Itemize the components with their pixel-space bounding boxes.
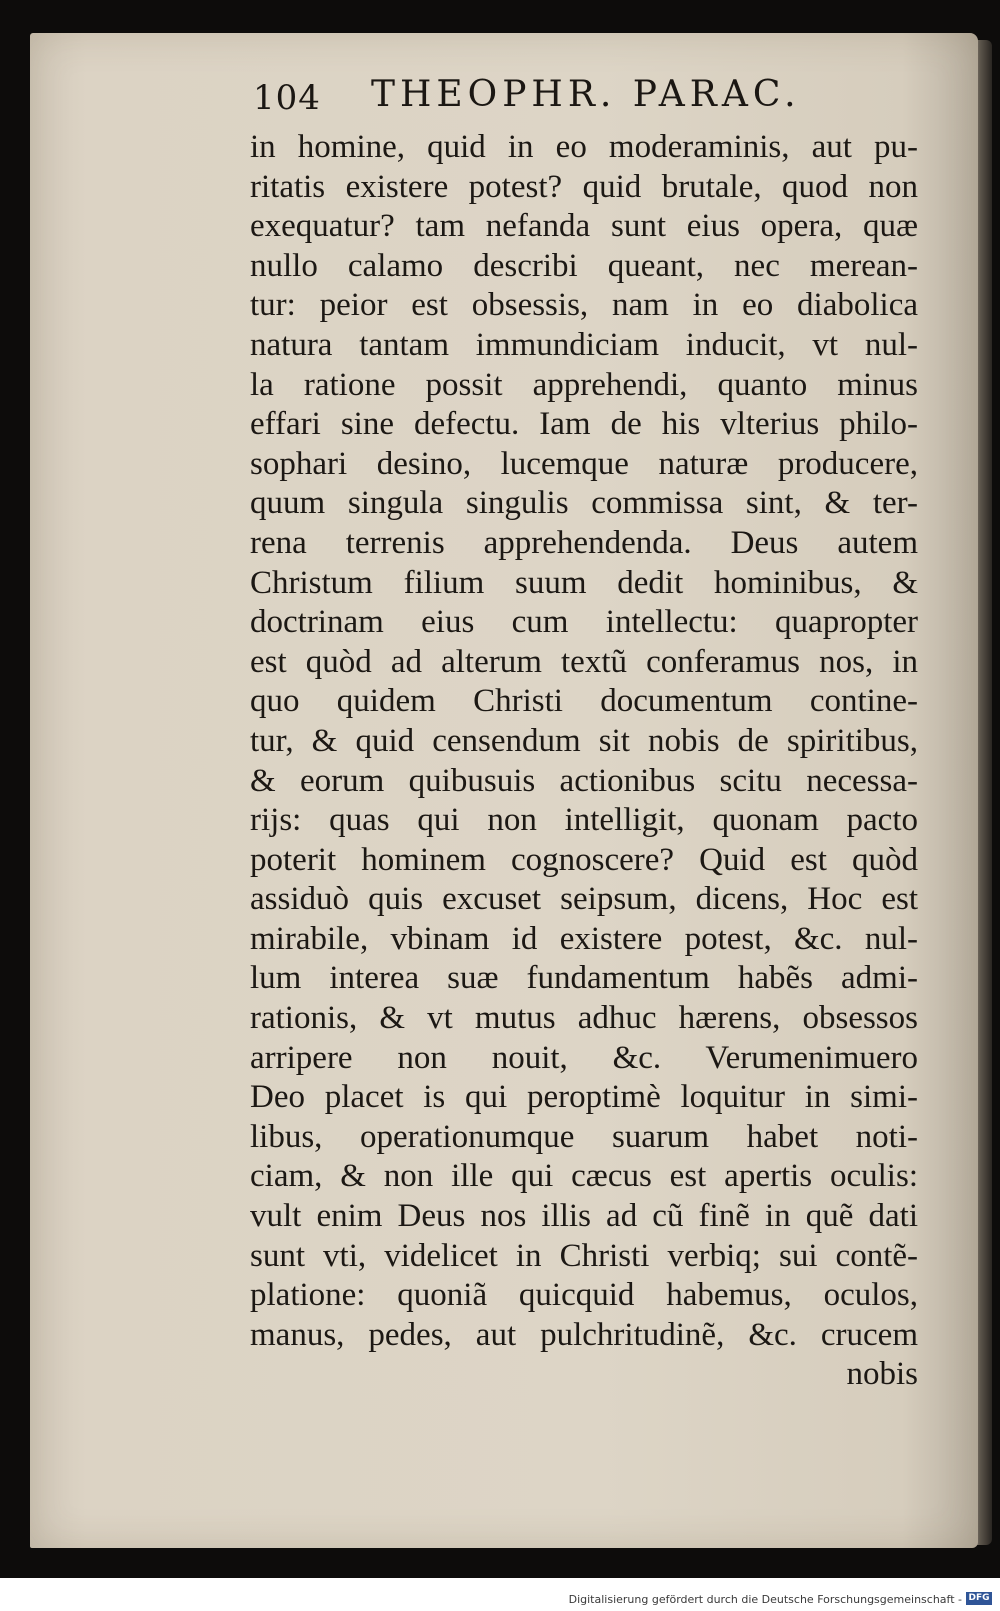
- text-line: rijs: quas qui non intelligit, quonam pacto: [250, 802, 918, 839]
- text-line: assiduò quis excuset seipsum, dicens, Hoc est: [250, 881, 918, 918]
- text-line: tur, & quid censendum sit nobis de spiritibus,: [250, 722, 918, 759]
- text-line: poterit hominem cognoscere? Quid est quòd: [250, 841, 918, 878]
- text-line: tur: peior est obsessis, nam in eo diabolica: [250, 287, 918, 324]
- text-line: platione: quoniã quicquid habemus, oculos,: [250, 1277, 918, 1314]
- text-line: Christum filium suum dedit hominibus, &: [250, 564, 918, 601]
- text-line: quo quidem Christi documentum contine-: [250, 683, 918, 720]
- text-line: arripere non nouit, &c. Verumenimuero: [250, 1039, 918, 1076]
- text-line: natura tantam immundiciam inducit, vt nul-: [250, 326, 918, 363]
- text-line: libus, operationumque suarum habet noti-: [250, 1118, 918, 1155]
- text-line: nullo calamo describi queant, nec merean-: [250, 247, 918, 284]
- body-text: [250, 128, 930, 1395]
- text-line: est quòd ad alterum textũ conferamus nos, in: [250, 643, 918, 680]
- page-header: [253, 74, 853, 124]
- text-line: Deo placet is qui peroptimè loquitur in simi-: [250, 1079, 918, 1116]
- running-head: THEOPHR. PARAC.: [371, 74, 801, 115]
- text-line: & eorum quibusuis actionibus scitu necessa-: [250, 762, 918, 799]
- text-line: effari sine defectu. Iam de his vlterius philo-: [250, 406, 918, 443]
- text-line: exequatur? tam nefanda sunt eius opera, quæ: [250, 208, 918, 245]
- text-line: doctrinam eius cum intellectu: quapropter: [250, 604, 918, 641]
- text-line: vult enim Deus nos illis ad cũ finẽ in quẽ dati: [250, 1198, 918, 1235]
- text-line: sophari desino, lucemque naturæ producere,: [250, 445, 918, 482]
- text-line: mirabile, vbinam id existere potest, &c. nul-: [250, 920, 918, 957]
- text-line: in homine, quid in eo moderaminis, aut pu-: [250, 129, 918, 165]
- dfg-logo: DFG: [966, 1592, 992, 1605]
- text-line: ciam, & non ille qui cæcus est apertis oculis:: [250, 1158, 918, 1195]
- text-line: lum interea suæ fundamentum habẽs admi-: [250, 960, 918, 997]
- text-line: manus, pedes, aut pulchritudinẽ, &c. crucem: [250, 1316, 918, 1353]
- text-line: la ratione possit apprehendi, quanto minus: [250, 366, 918, 403]
- catchword: nobis: [846, 1356, 918, 1393]
- text-line: sunt vti, videlicet in Christi verbiq; sui contẽ-: [250, 1237, 918, 1274]
- text-line: rationis, & vt mutus adhuc hærens, obsessos: [250, 1000, 918, 1037]
- digitization-credit: Digitalisierung gefördert durch die Deutsche Forschungsgemeinschaft -: [568, 1593, 962, 1606]
- text-line: quum singula singulis commissa sint, & ter-: [250, 485, 918, 522]
- text-line: rena terrenis apprehendenda. Deus autem: [250, 524, 918, 561]
- page-number: 104: [253, 78, 321, 118]
- text-line: ritatis existere potest? quid brutale, quod non: [250, 168, 918, 205]
